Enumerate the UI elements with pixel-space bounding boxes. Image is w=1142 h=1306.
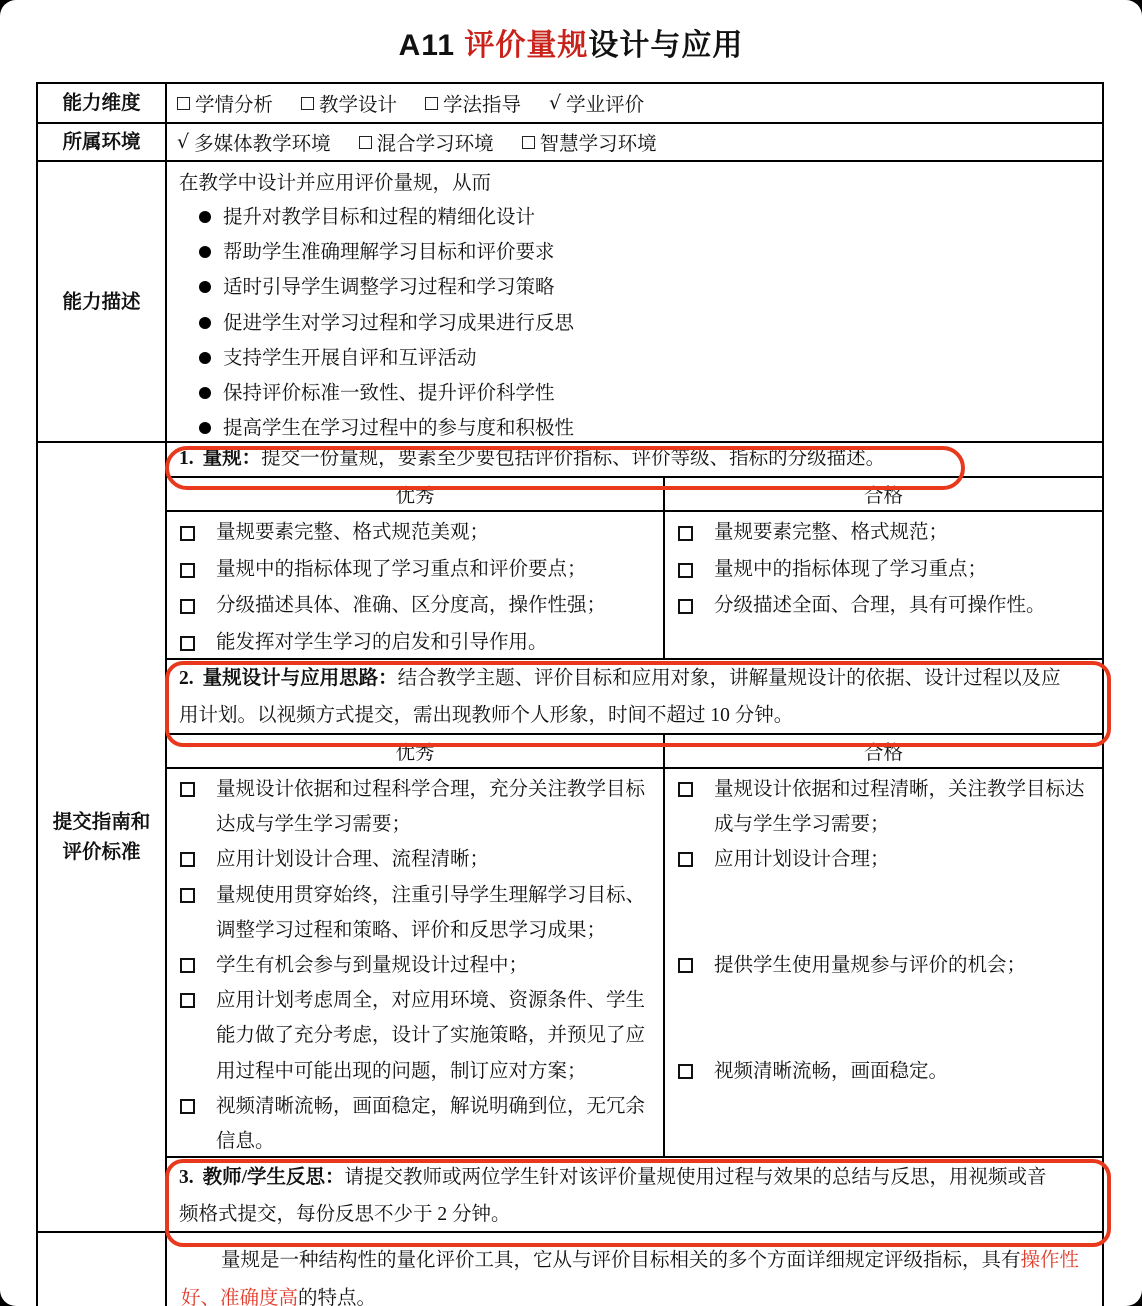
checkbox-icon	[522, 136, 535, 149]
list-item: 量规中的指标体现了学习重点；	[665, 552, 1102, 589]
list-item: 提升对教学目标和过程的精细化设计	[179, 200, 1094, 235]
list-item: 提供学生使用量规参与评价的机会；	[665, 948, 1102, 983]
grade-header-excellent: 优秀	[167, 478, 665, 510]
bullet-icon	[199, 352, 211, 364]
row-label-submission: 提交指南和 评价标准	[38, 443, 167, 1231]
note-highlight: 操作性好、准确度高	[181, 1250, 1080, 1306]
grade-header-row	[167, 478, 1102, 512]
dimension-options	[167, 84, 1102, 122]
row-label-ability: 能力描述	[38, 162, 167, 441]
option-dimension-3: √ 学业评价	[549, 91, 645, 116]
checkbox-icon	[180, 958, 195, 973]
criteria1-excellent-list	[167, 512, 665, 658]
checkbox-icon	[678, 599, 693, 614]
checkbox-icon	[180, 1099, 195, 1114]
section-desc: 结合教学主题、评价目标和应用对象，讲解量规设计的依据、设计过程以及应用计划。以视频方式提交，需出现教师个人形象，时间不超过 10 分钟。	[179, 668, 1061, 726]
list-item: 量规设计依据和过程清晰，关注教学目标达成与学生学习需要；	[665, 772, 1102, 842]
list-item: 帮助学生准确理解学习目标和评价要求	[179, 235, 1094, 270]
grade-header-qualified: 合格	[863, 486, 903, 507]
row-label-dimension: 能力维度	[38, 84, 167, 122]
option-dimension-0: 学情分析	[177, 89, 273, 117]
ability-description	[167, 162, 1102, 441]
criteria2-body	[167, 769, 1102, 1158]
checkbox-icon	[180, 782, 195, 797]
section-heading: 量规设计与应用思路：	[202, 668, 398, 689]
bullet-icon	[199, 281, 211, 293]
list-item: 支持学生开展自评和互评活动	[179, 341, 1094, 376]
list-item: 适时引导学生调整学习过程和学习策略	[179, 270, 1094, 305]
table-row-ability	[38, 160, 1102, 441]
table-row-note	[38, 1231, 1102, 1306]
list-item: 量规要素完整、格式规范；	[665, 515, 1102, 552]
list-item: 促进学生对学习过程和学习成果进行反思	[179, 306, 1094, 341]
checkbox-icon	[678, 852, 693, 867]
bullet-icon	[199, 317, 211, 329]
criteria2-qualified-list	[665, 769, 1102, 1156]
checkbox-icon	[301, 97, 314, 110]
checkbox-icon	[180, 852, 195, 867]
section-number: 3.	[179, 1167, 194, 1188]
grade-header-excellent: 优秀	[167, 735, 665, 767]
checkbox-icon	[180, 888, 195, 903]
note-text: 量规是一种结构性的量化评价工具，它从与评价目标相关的多个方面详细规定评级指标，具有	[221, 1250, 1021, 1271]
checkbox-icon	[678, 526, 693, 541]
title-highlight: 评价量规	[464, 29, 589, 62]
list-item: 应用计划设计合理；	[665, 842, 1102, 877]
list-item: 视频清晰流畅，画面稳定，解说明确到位，无冗余信息。	[167, 1089, 663, 1156]
checkbox-icon	[425, 97, 438, 110]
section-desc: 请提交教师或两位学生针对该评价量规使用过程与效果的总结与反思，用视频或音频格式提交，每份反思不少于 2 分钟。	[179, 1167, 1047, 1225]
list-item: 量规要素完整、格式规范美观；	[167, 515, 663, 552]
note-paragraph	[167, 1233, 1102, 1306]
page-title	[0, 20, 1142, 64]
row-label-environment: 所属环境	[38, 124, 167, 160]
rubric-table	[36, 82, 1104, 1306]
checkbox-icon	[177, 97, 190, 110]
table-row-environment	[38, 122, 1102, 160]
table-row-submission	[38, 441, 1102, 1231]
list-item: 量规设计依据和过程科学合理，充分关注教学目标达成与学生学习需要；	[167, 772, 663, 842]
list-item: 量规中的指标体现了学习重点和评价要点；	[167, 552, 663, 589]
list-item: 保持评价标准一致性、提升评价科学性	[179, 376, 1094, 411]
list-item: 学生有机会参与到量规设计过程中；	[167, 948, 663, 983]
row-label-note	[38, 1233, 167, 1306]
ability-intro: 在教学中设计并应用评价量规，从而	[179, 173, 492, 194]
option-environment-2: 智慧学习环境	[522, 128, 657, 156]
section-number: 1.	[179, 448, 194, 469]
checkbox-icon	[180, 993, 195, 1008]
check-icon: √	[549, 91, 562, 114]
checkbox-icon	[678, 782, 693, 797]
list-item: 分级描述全面、合理，具有可操作性。	[665, 588, 1102, 625]
grade-header-qualified: 合格	[863, 743, 903, 764]
check-icon: √	[177, 130, 190, 153]
bullet-icon	[199, 422, 211, 434]
table-row-dimension	[38, 84, 1102, 122]
section1-requirement	[167, 443, 1102, 478]
checkbox-icon	[180, 563, 195, 578]
bullet-icon	[199, 246, 211, 258]
section3-requirement	[167, 1158, 1102, 1231]
checkbox-icon	[180, 636, 195, 651]
option-dimension-2: 学法指导	[425, 89, 521, 117]
bullet-icon	[199, 387, 211, 399]
title-prefix: A11	[398, 29, 465, 62]
section-desc: 提交一份量规，要素至少要包括评价指标、评价等级、指标的分级描述。	[261, 448, 886, 469]
criteria2-excellent-list	[167, 769, 665, 1156]
note-text: 的特点。	[298, 1288, 377, 1306]
criteria1-body	[167, 512, 1102, 660]
criteria1-qualified-list	[665, 512, 1102, 658]
checkbox-icon	[678, 1064, 693, 1079]
list-item: 量规使用贯穿始终，注重引导学生理解学习目标、调整学习过程和策略、评价和反思学习成果；	[167, 878, 663, 948]
list-item: 能发挥对学生学习的启发和引导作用。	[167, 625, 663, 658]
option-environment-0: √ 多媒体教学环境	[177, 130, 331, 155]
list-item: 应用计划设计合理、流程清晰；	[167, 842, 663, 877]
list-item: 视频清晰流畅，画面稳定。	[665, 1054, 1102, 1089]
section-number: 2.	[179, 668, 194, 689]
checkbox-icon	[180, 599, 195, 614]
checkbox-icon	[678, 958, 693, 973]
list-item: 分级描述具体、准确、区分度高，操作性强；	[167, 588, 663, 625]
checkbox-icon	[678, 563, 693, 578]
grade-header-row	[167, 735, 1102, 769]
option-environment-1: 混合学习环境	[359, 128, 494, 156]
section-heading: 量规：	[202, 448, 262, 469]
section2-requirement	[167, 660, 1102, 735]
submission-content	[167, 443, 1102, 1231]
list-item: 应用计划考虑周全，对应用环境、资源条件、学生能力做了充分考虑，设计了实施策略，并预见了应用过程中可能出现的问题，制订应对方案；	[167, 983, 663, 1089]
list-item: 提高学生在学习过程中的参与度和积极性	[179, 411, 1094, 441]
option-dimension-1: 教学设计	[301, 89, 397, 117]
checkbox-icon	[180, 526, 195, 541]
section-heading: 教师/学生反思：	[202, 1167, 345, 1188]
bullet-icon	[199, 211, 211, 223]
checkbox-icon	[359, 136, 372, 149]
title-suffix: 设计与应用	[588, 29, 744, 62]
environment-options	[167, 124, 1102, 160]
